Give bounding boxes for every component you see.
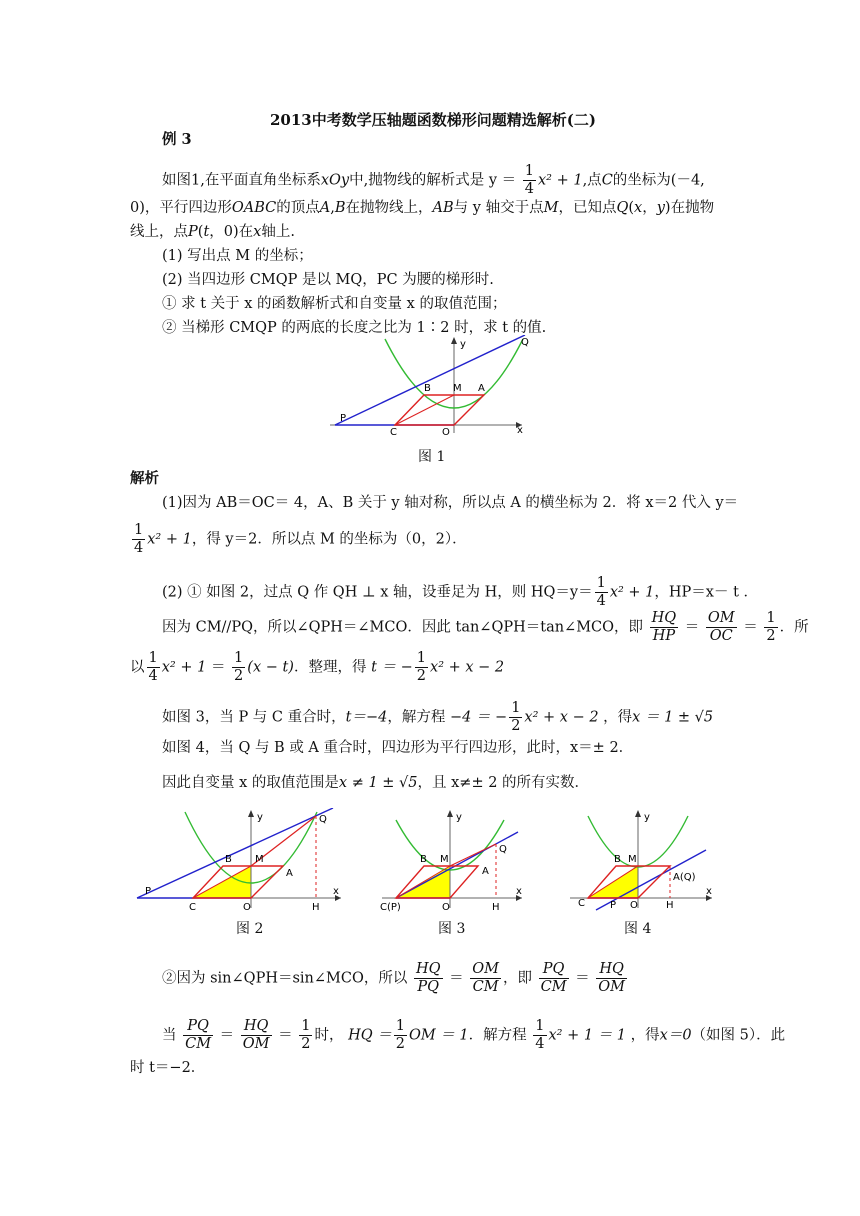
solution-line-8: 因此自变量 x 的取值范围是x ≠ 1 ± √5，且 x≠± 2 的所有实数． bbox=[162, 775, 590, 791]
figure-3 bbox=[378, 808, 528, 913]
fig2-label-m: M bbox=[255, 854, 264, 865]
fig4-label-c: C bbox=[578, 898, 585, 909]
fig1-label-q: Q bbox=[521, 337, 529, 348]
fraction-quarter: $\frac{1}{4}$ bbox=[535, 1018, 545, 1052]
fig1-label-x: x bbox=[517, 425, 523, 436]
problem-line-3: 线上，点P(t，0)在x轴上. bbox=[130, 224, 295, 240]
fraction-half: $\frac{1}{2}$ bbox=[395, 1018, 405, 1052]
fraction-half: $\frac{1}{2}$ bbox=[301, 1018, 311, 1052]
fig1-label-p: P bbox=[340, 413, 347, 424]
figure-3-caption: 图 3 bbox=[438, 921, 466, 937]
fig3-label-y: y bbox=[456, 812, 462, 823]
question-2: (2) 当四边形 CMQP 是以 MQ，PC 为腰的梯形时. bbox=[162, 272, 494, 288]
fig1-label-b: B bbox=[424, 383, 431, 394]
fraction-quarter: $\frac{1}{4}$ bbox=[524, 163, 534, 197]
fig3-label-h: H bbox=[492, 902, 500, 913]
fig3-label-o: O bbox=[442, 902, 450, 913]
fraction-pq-cm: $\frac{PQ}{CM}$ bbox=[540, 961, 567, 995]
figure-1 bbox=[325, 335, 530, 437]
problem-line-2: 0)，平行四边形OABC的顶点A,B在抛物线上，AB与 y 轴交于点M，已知点Q(x，y)在抛物 bbox=[130, 200, 715, 216]
fig4-label-aq: A(Q) bbox=[673, 872, 696, 883]
fig4-label-m: M bbox=[628, 854, 637, 865]
figure-4 bbox=[566, 808, 716, 913]
fig1-label-o: O bbox=[442, 427, 450, 437]
fig2-label-y: y bbox=[257, 812, 263, 823]
fig1-label-c: C bbox=[390, 427, 397, 437]
page-title: 2013中考数学压轴题函数梯形问题精选解析(二) bbox=[270, 111, 596, 129]
fig4-label-o: O bbox=[630, 900, 638, 911]
fig1-label-m: M bbox=[453, 383, 462, 394]
solution-line-4: 因为 CM//PQ，所以∠QPH＝∠MCO．因此 tan∠QPH＝tan∠MCO，即 $\frac{HQ}{HP}$ ＝ $\frac{OM}{OC}$ ＝ $\frac{1}{2}$ ．所 bbox=[162, 610, 809, 644]
solution-line-7: 如图 4，当 Q 与 B 或 A 重合时，四边形为平行四边形，此时，x＝± 2． bbox=[162, 740, 634, 756]
solution-line-3: (2) ① 如图 2，过点 Q 作 QH ⊥ x 轴，设垂足为 H，则 HQ＝y＝ $\frac{1}{4}$ x² + 1，HP＝x－ t ． bbox=[162, 575, 759, 609]
fig2-label-x: x bbox=[333, 886, 339, 897]
solution-line-10: 当 $\frac{PQ}{CM}$ ＝ $\frac{HQ}{OM}$ ＝ $\frac{1}{2}$ 时， HQ ＝ $\frac{1}{2}$ OM ＝ 1．解方程 $\frac{1}{4}$ x² + 1 ＝ 1 ，得x＝0（如图 5）．此 bbox=[162, 1018, 786, 1052]
fig3-label-m: M bbox=[440, 854, 449, 865]
fraction-hq-om: $\frac{HQ}{OM}$ bbox=[598, 961, 625, 995]
fraction-quarter: $\frac{1}{4}$ bbox=[148, 650, 158, 684]
fig1-label-y: y bbox=[460, 339, 466, 350]
fraction-hq-hp: $\frac{HQ}{HP}$ bbox=[651, 610, 677, 644]
analysis-heading: 解析 bbox=[130, 470, 159, 487]
fraction-half: $\frac{1}{2}$ bbox=[416, 650, 427, 684]
fig1-label-a: A bbox=[478, 383, 485, 394]
figure-2-caption: 图 2 bbox=[236, 921, 264, 937]
fig2-label-q: Q bbox=[319, 814, 327, 825]
fig3-label-a: A bbox=[482, 866, 489, 877]
fig3-label-x: x bbox=[516, 886, 522, 897]
solution-line-5: 以 $\frac{1}{4}$ x² + 1 ＝ $\frac{1}{2}$ (x − t)．整理，得 t ＝ − $\frac{1}{2}$ x² + x − 2 bbox=[130, 650, 505, 684]
solution-line-1: (1)因为 AB＝OC＝ 4，A、B 关于 y 轴对称，所以点 A 的横坐标为 2．将 x＝2 代入 y＝ bbox=[162, 495, 739, 511]
figure-4-caption: 图 4 bbox=[624, 921, 652, 937]
fraction-half: $\frac{1}{2}$ bbox=[511, 700, 521, 734]
fig4-label-h: H bbox=[666, 900, 674, 911]
fraction-quarter: $\frac{1}{4}$ bbox=[596, 575, 606, 609]
fig2-label-c: C bbox=[189, 902, 196, 913]
fig2-label-b: B bbox=[225, 854, 232, 865]
problem-line-1: 如图1,在平面直角坐标系xOy中,抛物线的解析式是 y ＝ $\frac{1}{4}$ x² + 1,点C的坐标为(－4, bbox=[162, 163, 705, 197]
fraction-om-oc: $\frac{OM}{OC}$ bbox=[707, 610, 735, 644]
fig3-label-q: Q bbox=[499, 844, 507, 855]
fraction-hq-om: $\frac{HQ}{OM}$ bbox=[242, 1018, 270, 1052]
solution-line-11: 时 t＝−2． bbox=[130, 1060, 206, 1076]
fraction-hq-pq: $\frac{HQ}{PQ}$ bbox=[415, 961, 441, 995]
fraction-quarter: $\frac{1}{4}$ bbox=[134, 522, 144, 556]
fig4-label-p: P bbox=[610, 900, 617, 911]
fraction-pq-cm: $\frac{PQ}{CM}$ bbox=[185, 1018, 212, 1052]
fig4-label-x: x bbox=[706, 886, 712, 897]
question-2-1: ① 求 t 关于 x 的函数解析式和自变量 x 的取值范围； bbox=[162, 296, 507, 312]
solution-line-2: $\frac{1}{4}$ x² + 1，得 y＝2．所以点 M 的坐标为（0，2）． bbox=[134, 522, 467, 556]
figure-1-caption: 图 1 bbox=[418, 449, 446, 465]
fig2-label-a: A bbox=[286, 868, 293, 879]
fig2-label-h: H bbox=[312, 902, 320, 913]
fig2-label-o: O bbox=[243, 902, 251, 913]
fraction-half: $\frac{1}{2}$ bbox=[766, 610, 776, 644]
fig3-label-b: B bbox=[420, 854, 427, 865]
solution-line-9: ②因为 sin∠QPH＝sin∠MCO，所以 $\frac{HQ}{PQ}$ ＝ $\frac{OM}{CM}$ ，即 $\frac{PQ}{CM}$ ＝ $\frac{HQ}{OM}$ bbox=[162, 961, 625, 995]
figure-2 bbox=[133, 808, 343, 913]
question-1: (1) 写出点 M 的坐标； bbox=[162, 248, 313, 264]
fig2-label-p: P bbox=[145, 886, 152, 897]
example-label: 例 3 bbox=[162, 131, 192, 148]
fraction-half: $\frac{1}{2}$ bbox=[234, 650, 244, 684]
solution-line-6: 如图 3，当 P 与 C 重合时，t＝−4，解方程 −4 ＝ − $\frac{1}{2}$ x² + x − 2 ，得x ＝ 1 ± √5 bbox=[162, 700, 714, 734]
question-2-2: ② 当梯形 CMQP 的两底的长度之比为 1∶2 时，求 t 的值. bbox=[162, 320, 547, 336]
fig4-label-b: B bbox=[614, 854, 621, 865]
fig3-label-cp: C(P) bbox=[380, 902, 401, 913]
fraction-om-cm: $\frac{OM}{CM}$ bbox=[472, 961, 499, 995]
fig4-label-y: y bbox=[644, 812, 650, 823]
